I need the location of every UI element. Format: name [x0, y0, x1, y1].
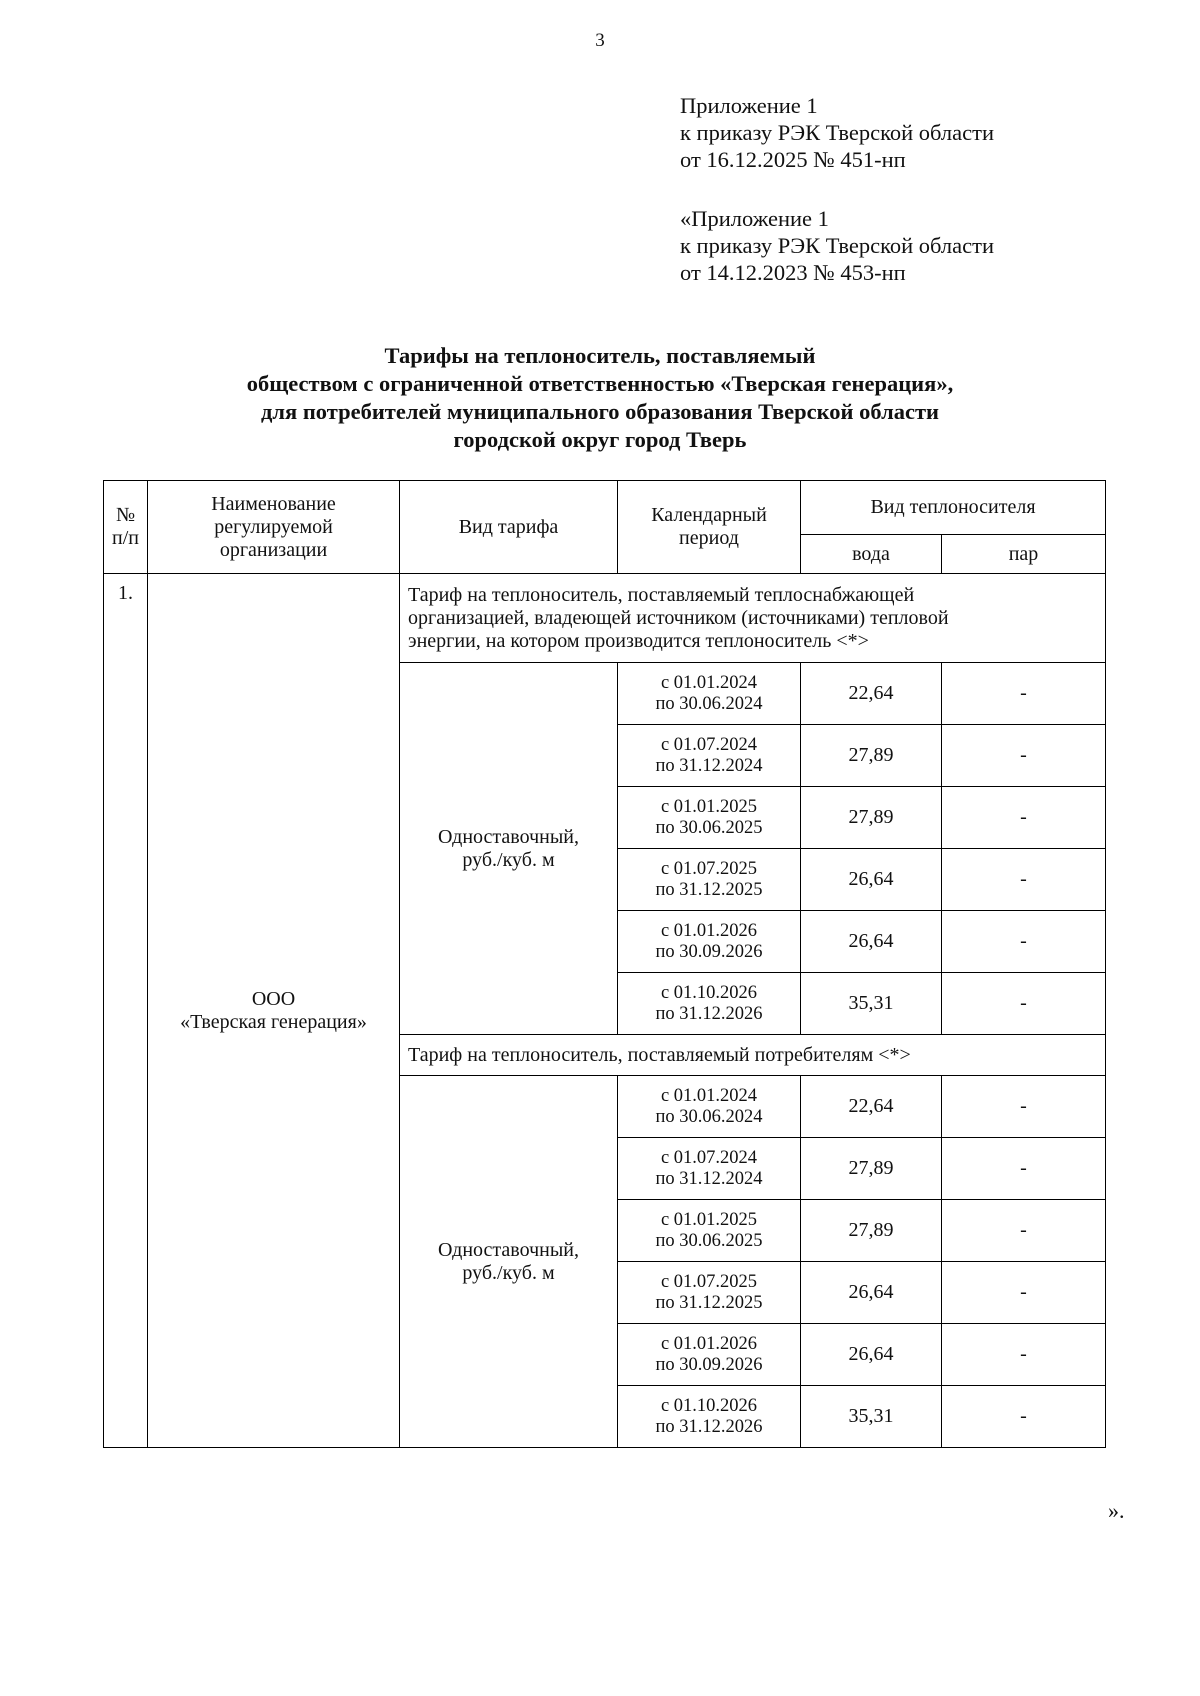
period-cell	[618, 725, 801, 787]
organization-name-line2: «Тверская генерация»	[180, 1010, 367, 1033]
header-tariff-type: Вид тарифа	[400, 481, 618, 574]
water-value: 27,89	[801, 1138, 942, 1200]
header-period-line1: Календарный	[651, 504, 767, 526]
period-from: с 01.01.2025	[660, 796, 758, 817]
header-org-line3: организации	[219, 538, 328, 561]
title-line4: городской округ город Тверь	[453, 427, 747, 452]
annex-current-line1: Приложение 1	[680, 93, 818, 118]
water-value: 26,64	[801, 1262, 942, 1324]
period-to: по 31.12.2025	[655, 879, 763, 900]
document-title	[0, 342, 1200, 454]
period-from: с 01.10.2026	[660, 982, 758, 1003]
water-value: 35,31	[801, 1386, 942, 1448]
steam-value: -	[942, 911, 1106, 973]
header-number	[104, 481, 148, 574]
steam-value: -	[942, 1138, 1106, 1200]
steam-value: -	[942, 849, 1106, 911]
period-to: по 30.06.2025	[655, 1230, 763, 1251]
header-number-line2: п/п	[112, 527, 139, 549]
section-1-title-line2: организацией, владеющей источником (источниками) тепловой	[408, 606, 949, 629]
period-from: с 01.10.2026	[660, 1395, 758, 1416]
section-1-title-line3: энергии, на котором производится теплоноситель <*>	[408, 629, 869, 652]
water-value: 26,64	[801, 1324, 942, 1386]
period-cell	[618, 1262, 801, 1324]
period-to: по 30.06.2025	[655, 817, 763, 838]
period-from: с 01.01.2026	[660, 920, 758, 941]
header-row	[104, 481, 1106, 535]
period-cell	[618, 1386, 801, 1448]
steam-value: -	[942, 1200, 1106, 1262]
header-number-line1: №	[115, 504, 136, 526]
period-to: по 31.12.2024	[655, 1168, 763, 1189]
steam-value: -	[942, 1262, 1106, 1324]
period-to: по 31.12.2026	[655, 1416, 763, 1437]
header-org-line2: регулируемой	[214, 515, 333, 538]
period-from: с 01.01.2024	[660, 1085, 758, 1106]
section-1-tariff-type	[400, 663, 618, 1035]
period-cell	[618, 849, 801, 911]
period-cell	[618, 1138, 801, 1200]
annex-previous	[680, 205, 994, 286]
organization-name-line1: ООО	[251, 987, 296, 1010]
period-from: с 01.07.2024	[660, 1147, 758, 1168]
header-organization	[148, 481, 400, 574]
header-org-line1: Наименование	[211, 492, 336, 515]
period-cell	[618, 787, 801, 849]
annex-current-line2: к приказу РЭК Тверской области	[680, 120, 995, 145]
header-period	[618, 481, 801, 574]
steam-value: -	[942, 663, 1106, 725]
water-value: 27,89	[801, 725, 942, 787]
section-1-header-row	[104, 574, 1106, 663]
period-to: по 30.06.2024	[655, 693, 763, 714]
water-value: 35,31	[801, 973, 942, 1035]
water-value: 27,89	[801, 787, 942, 849]
period-cell	[618, 663, 801, 725]
section-1-tariff-type-line2: руб./куб. м	[462, 848, 555, 871]
header-carrier: Вид теплоносителя	[801, 481, 1106, 535]
title-line2: обществом с ограниченной ответственностью «Тверская генерация»,	[246, 371, 954, 396]
period-from: с 01.07.2024	[660, 734, 758, 755]
period-from: с 01.07.2025	[660, 1271, 758, 1292]
period-cell	[618, 1324, 801, 1386]
water-value: 22,64	[801, 663, 942, 725]
period-from: с 01.01.2025	[660, 1209, 758, 1230]
section-1-title	[400, 574, 1106, 663]
period-to: по 31.12.2026	[655, 1003, 763, 1024]
header-period-line2: период	[679, 527, 739, 549]
period-cell	[618, 973, 801, 1035]
water-value: 26,64	[801, 911, 942, 973]
organization-name	[148, 574, 400, 1448]
period-from: с 01.07.2025	[660, 858, 758, 879]
period-cell	[618, 1200, 801, 1262]
header-water: вода	[801, 535, 942, 574]
section-2-tariff-type	[400, 1076, 618, 1448]
header-steam: пар	[942, 535, 1106, 574]
annex-current	[680, 92, 994, 173]
steam-value: -	[942, 1386, 1106, 1448]
period-cell	[618, 1076, 801, 1138]
water-value: 26,64	[801, 849, 942, 911]
section-1-title-line1: Тариф на теплоноситель, поставляемый теплоснабжающей	[408, 583, 915, 606]
water-value: 27,89	[801, 1200, 942, 1262]
steam-value: -	[942, 725, 1106, 787]
annex-current-line3: от 16.12.2025 № 451-нп	[680, 147, 906, 172]
title-line3: для потребителей муниципального образования Тверской области	[261, 399, 939, 424]
title-line1: Тарифы на теплоноситель, поставляемый	[384, 343, 816, 368]
page-number: 3	[595, 30, 605, 51]
period-to: по 30.09.2026	[655, 941, 763, 962]
steam-value: -	[942, 787, 1106, 849]
period-from: с 01.01.2024	[660, 672, 758, 693]
annex-previous-line3: от 14.12.2023 № 453-нп	[680, 260, 906, 285]
annex-previous-line2: к приказу РЭК Тверской области	[680, 233, 995, 258]
period-to: по 31.12.2025	[655, 1292, 763, 1313]
steam-value: -	[942, 973, 1106, 1035]
steam-value: -	[942, 1324, 1106, 1386]
section-2-title: Тариф на теплоноситель, поставляемый потребителям <*>	[400, 1035, 1106, 1076]
period-cell	[618, 911, 801, 973]
tariff-table	[103, 480, 1106, 1448]
period-from: с 01.01.2026	[660, 1333, 758, 1354]
period-to: по 30.06.2024	[655, 1106, 763, 1127]
period-to: по 30.09.2026	[655, 1354, 763, 1375]
section-2-tariff-type-line2: руб./куб. м	[462, 1261, 555, 1284]
row-number: 1.	[104, 574, 148, 1448]
period-to: по 31.12.2024	[655, 755, 763, 776]
steam-value: -	[942, 1076, 1106, 1138]
section-1-tariff-type-line1: Одноставочный,	[438, 825, 579, 848]
section-2-tariff-type-line1: Одноставочный,	[438, 1238, 579, 1261]
closing-quote: ».	[1108, 1498, 1125, 1523]
annex-previous-line1: «Приложение 1	[680, 206, 829, 231]
water-value: 22,64	[801, 1076, 942, 1138]
